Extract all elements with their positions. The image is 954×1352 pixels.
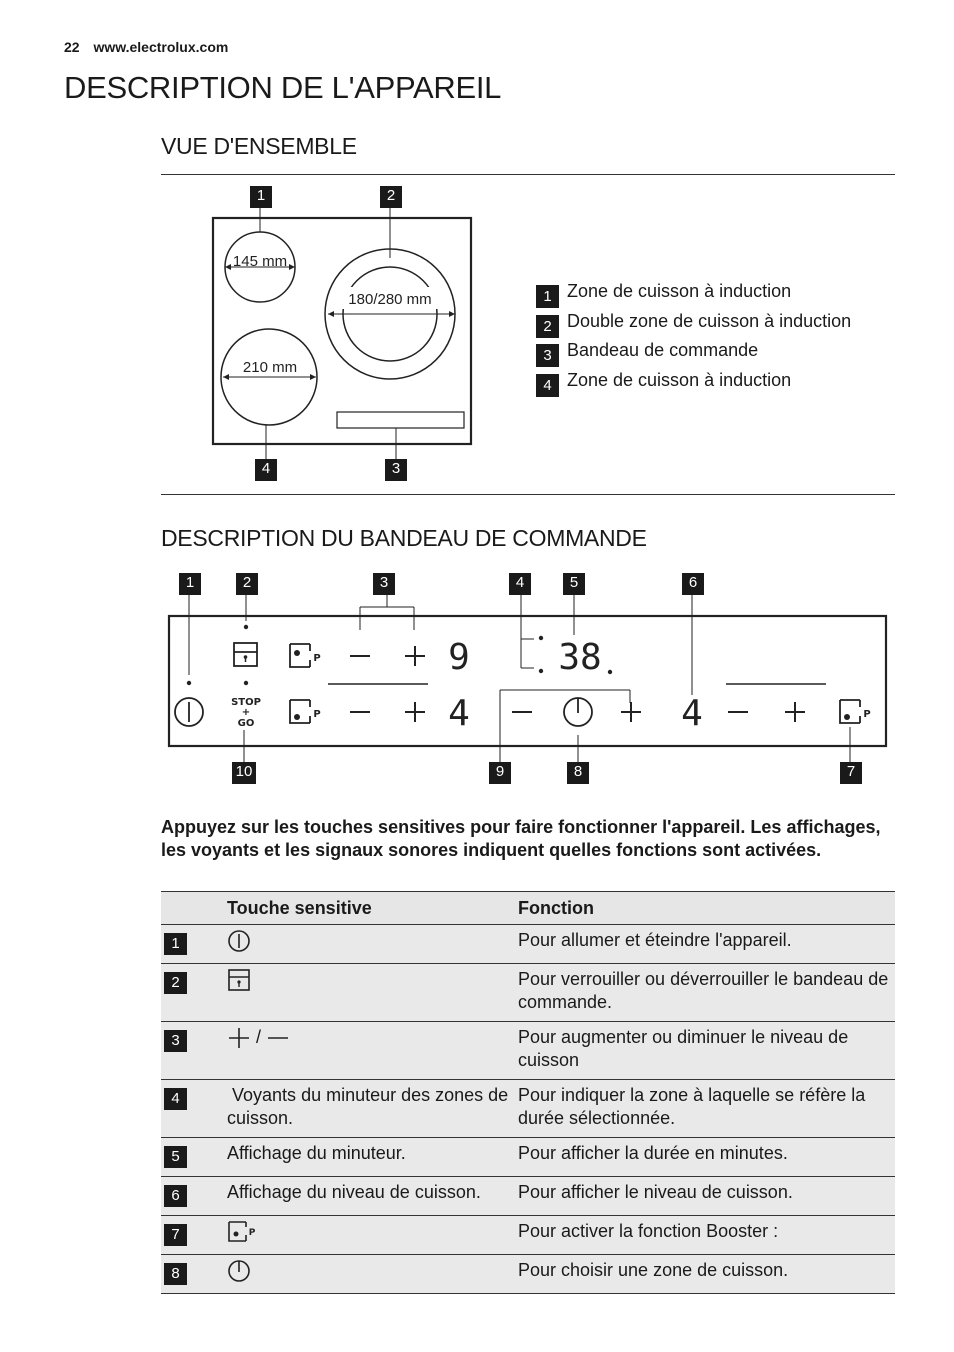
function-text: Pour indiquer la zone à laquelle se réfère la durée sélectionnée. (514, 1080, 895, 1138)
plus-icon (227, 1026, 251, 1050)
overview-heading: VUE D'ENSEMBLE (161, 133, 357, 159)
divider (161, 494, 895, 495)
panel-heading: DESCRIPTION DU BANDEAU DE COMMANDE (161, 525, 647, 551)
table-row (161, 1255, 895, 1294)
level-display-right: 4 (681, 693, 703, 734)
function-text: Pour activer la fonction Booster : (514, 1216, 895, 1255)
power-button[interactable] (175, 698, 203, 726)
zone-select-icon (227, 1259, 251, 1283)
table-row (161, 1138, 895, 1177)
zone-select-button[interactable] (564, 698, 592, 726)
table-header-num (161, 892, 223, 925)
control-panel-diagram (160, 565, 895, 790)
level-display-bottom: 4 (448, 693, 470, 734)
booster-button-top[interactable] (290, 644, 321, 667)
page-number: 22 (64, 39, 80, 55)
timer-plus-button (621, 702, 641, 722)
touch-text: Voyants du minuteur des zones de cuisson. (223, 1080, 514, 1138)
panel-callout-10: 10 (232, 762, 256, 784)
panel-callout-3: 3 (373, 573, 395, 595)
lock-button[interactable] (234, 643, 257, 666)
zone-1-size: 145 mm (232, 253, 288, 270)
table-row (161, 1022, 895, 1080)
level-display-top: 9 (448, 637, 470, 678)
svg-text:P: P (313, 653, 321, 664)
booster-button-right[interactable] (840, 700, 871, 723)
function-text: Pour choisir une zone de cuisson. (514, 1255, 895, 1294)
function-text: Pour afficher le niveau de cuisson. (514, 1177, 895, 1216)
control-panel-outline (337, 412, 464, 428)
plus-button-bottom (405, 702, 425, 722)
svg-text:P: P (863, 709, 871, 720)
svg-text:GO: GO (237, 718, 255, 729)
legend-item: 2 Double zone de cuisson à induction (536, 307, 851, 337)
svg-text:STOP: STOP (231, 697, 261, 708)
table-row (161, 1177, 895, 1216)
booster-icon (227, 1220, 257, 1244)
panel-callout-5: 5 (563, 573, 585, 595)
plus-button-right (785, 702, 805, 722)
svg-text:P: P (313, 709, 321, 720)
plus-button-top (405, 646, 425, 666)
function-text: Pour allumer et éteindre l'appareil. (514, 925, 895, 964)
table-row (161, 1080, 895, 1138)
panel-callout-9: 9 (489, 762, 511, 784)
hob-outline (213, 218, 471, 444)
function-text: Pour augmenter ou diminuer le niveau de cuisson (514, 1022, 895, 1080)
website-link[interactable]: www.electrolux.com (93, 39, 229, 55)
callout-1: 1 (250, 186, 272, 208)
legend-item: 1 Zone de cuisson à induction (536, 277, 851, 307)
overview-legend (536, 277, 851, 395)
touch-function-table (161, 891, 895, 1294)
booster-button-bottom[interactable] (290, 700, 321, 723)
page-title: DESCRIPTION DE L'APPAREIL (64, 70, 502, 105)
row-number: 4 (164, 1088, 187, 1110)
row-number: 5 (164, 1146, 187, 1168)
row-number: 8 (164, 1263, 187, 1285)
table-header-row (161, 892, 895, 925)
row-number: 1 (164, 933, 187, 955)
intro-paragraph: Appuyez sur les touches sensitives pour faire fonctionner l'appareil. Les affichages, les voyants et les signaux sonores indiquent quelles fonctions sont activées. (161, 817, 881, 860)
separator-slash: / (256, 1027, 262, 1047)
table-header-touch: Touche sensitive (223, 892, 514, 925)
touch-text: Affichage du niveau de cuisson. (223, 1177, 514, 1216)
stop-go-button[interactable] (231, 697, 261, 729)
page-header (64, 39, 228, 55)
legend-item: 4 Zone de cuisson à induction (536, 366, 851, 396)
callout-2: 2 (380, 186, 402, 208)
lock-icon (227, 968, 251, 992)
row-number: 6 (164, 1185, 187, 1207)
touch-text: Affichage du minuteur. (223, 1138, 514, 1177)
panel-outline (169, 616, 886, 746)
row-number: 3 (164, 1030, 187, 1052)
function-text: Pour afficher la durée en minutes. (514, 1138, 895, 1177)
callout-4: 4 (255, 459, 277, 481)
panel-callout-8: 8 (567, 762, 589, 784)
panel-callout-1: 1 (179, 573, 201, 595)
row-number: 7 (164, 1224, 187, 1246)
timer-display: 38 (558, 637, 602, 678)
legend-item: 3 Bandeau de commande (536, 336, 851, 366)
table-row (161, 925, 895, 964)
function-text: Pour verrouiller ou déverrouiller le bandeau de commande. (514, 964, 895, 1022)
zone-2-size: 180/280 mm (348, 291, 432, 308)
panel-callout-6: 6 (682, 573, 704, 595)
zone-4-size: 210 mm (242, 359, 298, 376)
power-icon (227, 929, 251, 953)
row-number: 2 (164, 972, 187, 994)
panel-callout-2: 2 (236, 573, 258, 595)
table-header-function: Fonction (514, 892, 895, 925)
divider (161, 174, 895, 175)
table-row (161, 1216, 895, 1255)
callout-3: 3 (385, 459, 407, 481)
panel-callout-4: 4 (509, 573, 531, 595)
svg-text:P: P (248, 1228, 256, 1239)
hob-overview-diagram (200, 180, 490, 485)
panel-callout-7: 7 (840, 762, 862, 784)
table-row (161, 964, 895, 1022)
svg-text:+: + (241, 707, 251, 718)
minus-icon (266, 1026, 290, 1050)
